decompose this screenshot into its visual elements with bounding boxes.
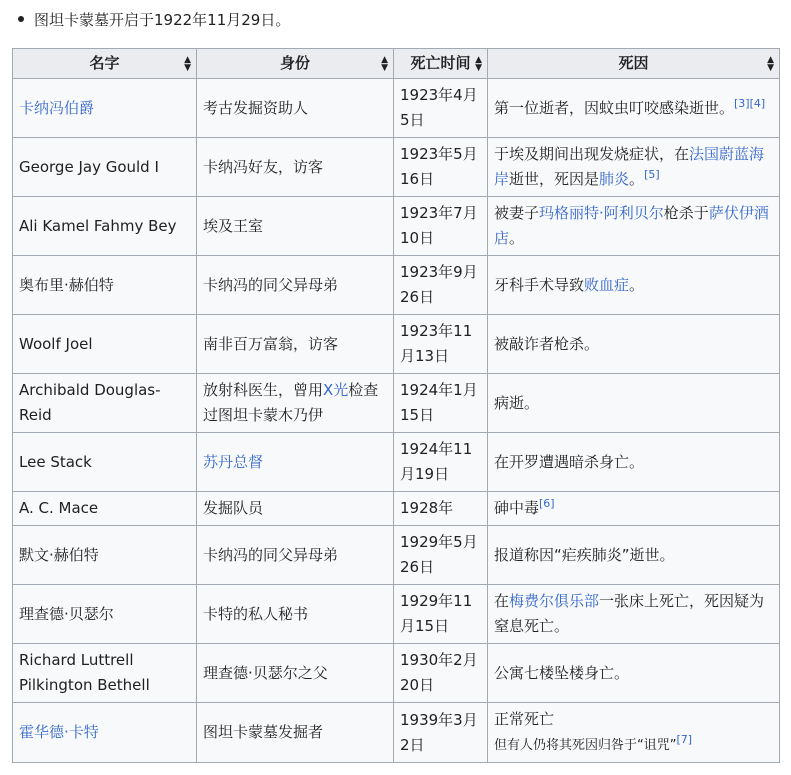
cause-text: 牙科手术导致 xyxy=(494,275,585,294)
cell-date xyxy=(394,703,488,763)
cause-link[interactable]: 萨伏伊酒店 xyxy=(494,204,769,247)
cause-text: 被妻子 xyxy=(494,204,540,222)
name-text: Woolf Joel xyxy=(19,334,93,353)
table-header-row xyxy=(13,49,780,79)
cell-name xyxy=(13,433,197,492)
cell-date xyxy=(394,197,488,256)
cause-text: 报道称因“疟疾肺炎”逝世。 xyxy=(494,545,675,564)
cell-cause xyxy=(488,256,780,315)
cell-name xyxy=(13,526,197,585)
deaths-table xyxy=(12,48,780,763)
cell-name xyxy=(13,79,197,138)
cell-cause xyxy=(488,79,780,138)
date-text: 1929年5月26日 xyxy=(400,533,478,576)
header-name[interactable]: 名字 ▲ ▼ xyxy=(13,49,197,79)
date-text: 1923年4月5日 xyxy=(400,86,478,129)
date-text: 1923年9月26日 xyxy=(400,263,478,306)
cause-text: 第一位逝者，因蚊虫叮咬感染逝世。 xyxy=(494,98,735,117)
reference-link[interactable]: [7] xyxy=(676,733,693,746)
cause-text: 病逝。 xyxy=(494,393,540,412)
name-text: A. C. Mace xyxy=(19,499,99,517)
cell-name xyxy=(13,585,197,644)
table-row xyxy=(13,315,780,374)
intro-text: 图坦卡蒙墓开启于1922年11月29日。 xyxy=(34,11,291,29)
bullet-icon xyxy=(18,16,24,22)
cause-text: 一张床上死亡，死因疑为窒息死亡。 xyxy=(494,592,765,635)
date-text: 1923年11月13日 xyxy=(400,322,473,365)
cause-text: 被敲诈者枪杀。 xyxy=(494,334,600,353)
cell-role xyxy=(197,79,394,138)
reference-link[interactable]: [5] xyxy=(644,168,660,181)
cell-cause xyxy=(488,374,780,433)
cause-link[interactable]: 肺炎 xyxy=(599,170,630,188)
date-text: 1929年11月15日 xyxy=(400,592,473,635)
cell-name xyxy=(13,256,197,315)
table-row xyxy=(13,644,780,703)
cause-text: 正常死亡 xyxy=(494,710,555,728)
cause-text: 砷中毒 xyxy=(494,499,540,517)
cause-text: 。 xyxy=(629,275,645,294)
name-link[interactable]: 霍华德·卡特 xyxy=(19,723,99,741)
header-cause[interactable]: 死因 ▲ ▼ xyxy=(488,49,780,79)
cell-role xyxy=(197,585,394,644)
cell-name xyxy=(13,197,197,256)
date-text: 1930年2月20日 xyxy=(400,651,478,694)
cell-role xyxy=(197,197,394,256)
table-row xyxy=(13,492,780,526)
cell-cause xyxy=(488,492,780,526)
role-text: 图坦卡蒙墓发掘者 xyxy=(203,723,324,741)
table-row xyxy=(13,197,780,256)
role-link[interactable]: 苏丹总督 xyxy=(203,452,264,471)
cell-name xyxy=(13,374,197,433)
cause-link[interactable]: 败血症 xyxy=(584,275,630,294)
cell-role xyxy=(197,374,394,433)
role-text: 检查过图坦卡蒙木乃伊 xyxy=(203,381,379,424)
role-text: 卡纳冯的同父异母弟 xyxy=(203,545,339,564)
cell-cause xyxy=(488,197,780,256)
date-text: 1923年5月16日 xyxy=(400,145,478,188)
cause-text: 。 xyxy=(509,229,525,247)
cell-role xyxy=(197,526,394,585)
cell-role xyxy=(197,644,394,703)
name-text: 理查德·贝瑟尔 xyxy=(19,604,114,623)
date-text: 1928年 xyxy=(400,499,454,517)
table-row xyxy=(13,79,780,138)
cell-date xyxy=(394,315,488,374)
role-text: 卡纳冯好友，访客 xyxy=(203,157,324,176)
cell-date xyxy=(394,374,488,433)
sort-icon[interactable]: ▲ ▼ xyxy=(767,54,774,73)
cell-date xyxy=(394,492,488,526)
cause-text: 枪杀于 xyxy=(663,204,709,222)
cause-text: 在 xyxy=(494,592,510,610)
cell-cause xyxy=(488,703,780,763)
cell-date xyxy=(394,585,488,644)
sort-icon[interactable]: ▲ ▼ xyxy=(475,54,482,73)
cell-cause xyxy=(488,585,780,644)
cause-text: 公寓七楼坠楼身亡。 xyxy=(494,663,630,682)
cell-role xyxy=(197,256,394,315)
cell-cause xyxy=(488,315,780,374)
cell-cause xyxy=(488,644,780,703)
intro-line xyxy=(18,8,290,32)
cell-role xyxy=(197,492,394,526)
date-text: 1924年11月19日 xyxy=(400,440,473,483)
table-body xyxy=(13,79,780,763)
cell-cause xyxy=(488,526,780,585)
table-row xyxy=(13,585,780,644)
cell-cause xyxy=(488,138,780,197)
name-text: Ali Kamel Fahmy Bey xyxy=(19,216,177,235)
table-row xyxy=(13,374,780,433)
table-row xyxy=(13,256,780,315)
cell-role xyxy=(197,433,394,492)
reference-link[interactable]: [6] xyxy=(539,497,555,510)
cell-role xyxy=(197,138,394,197)
sort-icon[interactable]: ▲ ▼ xyxy=(381,54,388,73)
cell-name xyxy=(13,703,197,763)
cause-text: 。 xyxy=(629,170,645,188)
cell-name xyxy=(13,138,197,197)
name-link[interactable]: 卡纳冯伯爵 xyxy=(19,98,95,117)
name-text: 奥布里·赫伯特 xyxy=(19,275,114,294)
cell-name xyxy=(13,492,197,526)
cell-date xyxy=(394,526,488,585)
cause-text: 在开罗遭遇暗杀身亡。 xyxy=(494,452,645,471)
cause-text: 于埃及期间出现发烧症状，在 xyxy=(494,145,690,163)
header-role[interactable]: 身份 ▲ ▼ xyxy=(197,49,394,79)
name-text: Lee Stack xyxy=(19,452,92,471)
role-text: 卡纳冯的同父异母弟 xyxy=(203,275,339,294)
date-text: 1923年7月10日 xyxy=(400,204,478,247)
header-date[interactable]: 死亡时间 ▲ ▼ xyxy=(394,49,488,79)
date-text: 1939年3月2日 xyxy=(400,710,478,754)
role-text: 理查德·贝瑟尔之父 xyxy=(203,663,328,682)
name-text: 默文·赫伯特 xyxy=(19,545,99,564)
name-text: George Jay Gould I xyxy=(19,157,159,176)
cell-date xyxy=(394,79,488,138)
cell-date xyxy=(394,256,488,315)
table-row xyxy=(13,526,780,585)
cause-link[interactable]: 梅费尔俱乐部 xyxy=(509,592,600,610)
role-link[interactable]: X光 xyxy=(323,381,349,399)
sort-icon[interactable]: ▲ ▼ xyxy=(184,54,191,73)
table-row xyxy=(13,138,780,197)
cell-name xyxy=(13,644,197,703)
cause-note: 但有人仍将其死因归咎于“诅咒” xyxy=(494,738,677,753)
table-row xyxy=(13,703,780,763)
role-text: 埃及王室 xyxy=(203,216,264,235)
role-text: 考古发掘资助人 xyxy=(203,98,309,117)
cell-date xyxy=(394,644,488,703)
role-text: 放射科医生，曾用 xyxy=(203,381,324,399)
table-row xyxy=(13,433,780,492)
cell-date xyxy=(394,433,488,492)
reference-link[interactable]: [3] xyxy=(734,96,750,110)
cell-date xyxy=(394,138,488,197)
cell-name xyxy=(13,315,197,374)
reference-link[interactable]: [4] xyxy=(749,96,766,110)
name-text: Richard Luttrell Pilkington Bethell xyxy=(19,651,150,694)
cell-cause xyxy=(488,433,780,492)
name-text: Archibald Douglas-Reid xyxy=(19,381,161,424)
cause-link[interactable]: 法国蔚蓝海岸 xyxy=(494,145,765,188)
cause-text: 逝世，死因是 xyxy=(509,170,600,188)
cell-role xyxy=(197,315,394,374)
role-text: 发掘队员 xyxy=(203,499,264,517)
cell-role xyxy=(197,703,394,763)
date-text: 1924年1月15日 xyxy=(400,381,478,424)
cause-link[interactable]: 玛格丽特·阿利贝尔 xyxy=(539,204,664,222)
role-text: 南非百万富翁，访客 xyxy=(203,334,339,353)
role-text: 卡特的私人秘书 xyxy=(203,604,309,623)
